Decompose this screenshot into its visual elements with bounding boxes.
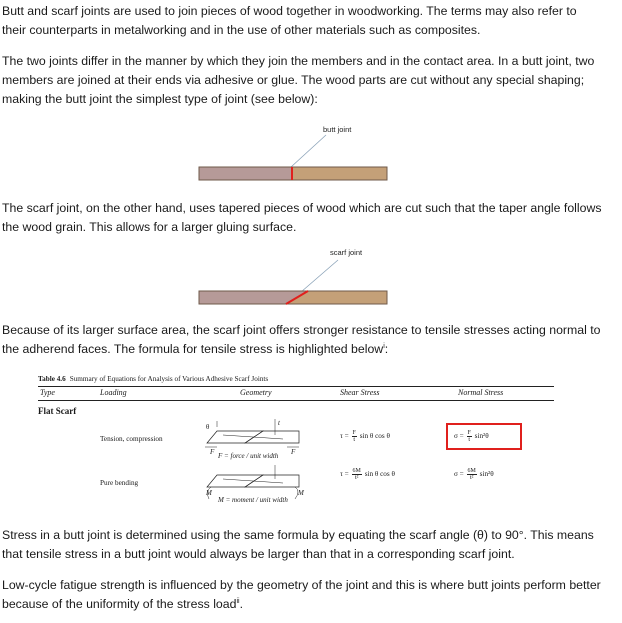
header-loading: Loading	[100, 388, 127, 397]
paragraph-tensile-end: :	[384, 342, 389, 356]
bending-geometry-caption: M = moment / unit width	[218, 496, 288, 504]
tension-normal-formula: σ = $\frac{F}{t}$ sin²θ	[454, 430, 489, 443]
table-number: Table 4.6	[38, 375, 66, 383]
bending-m-left: M	[206, 489, 212, 497]
row-tension-loading: Tension, compression	[100, 435, 163, 443]
section-flat-scarf: Flat Scarf	[38, 406, 77, 416]
paragraph-tensile-text: Because of its larger surface area, the scarf joint offers stronger resistance to tensile stresses acting normal to the adherend faces. The formula for tensile stress is highlighted below	[2, 323, 601, 356]
butt-joint-diagram	[198, 125, 388, 185]
header-type: Type	[40, 388, 55, 397]
bending-m-right: M	[298, 489, 304, 497]
table-header-rule	[38, 400, 554, 401]
paragraph-intro: Butt and scarf joints are used to join pieces of wood together in woodworking. The terms may also refer to their counterparts in metalworking and in the use of other materials such as composites.	[2, 4, 577, 37]
scarf-joint-label: scarf joint	[330, 248, 363, 257]
table-caption	[38, 375, 268, 383]
bending-normal-formula: σ = $\frac{6M}{\text{t²}}$ sin²θ	[454, 468, 494, 481]
tension-theta-label: θ	[206, 423, 210, 431]
row-bending-loading: Pure bending	[100, 479, 139, 487]
endnote-ref-ii[interactable]: ii	[236, 597, 240, 605]
tension-geometry-caption: F = force / unit width	[218, 452, 279, 460]
tension-shear-formula: τ = $\frac{F}{t}$ sin θ cos θ	[340, 430, 390, 443]
tension-f-left: F	[210, 448, 215, 456]
equation-table	[38, 375, 554, 511]
scarf-joint-figure	[198, 248, 388, 308]
paragraph-tensile	[2, 321, 602, 359]
tension-t-label: t	[278, 419, 280, 427]
table-top-rule	[38, 386, 554, 387]
paragraph-fatigue-end: .	[239, 597, 243, 611]
paragraph-fatigue-text: Low-cycle fatigue strength is influenced by the geometry of the joint and this is where butt joints perform better because of the uniformity of the stress load	[2, 578, 601, 611]
butt-left-member	[199, 167, 292, 180]
paragraph-scarf-joint: The scarf joint, on the other hand, uses tapered pieces of wood which are cut such that the taper angle follows the wood grain. This allows for a larger gluing surface.	[2, 201, 602, 234]
paragraph-butt-stress: Stress in a butt joint is determined using the same formula by equating the scarf angle (θ) to 90°. This means that tensile stress in a butt joint would always be larger than that in a corresponding scarf joint.	[2, 528, 594, 561]
endnote-ref-i[interactable]: i	[383, 342, 385, 350]
header-geometry: Geometry	[240, 388, 272, 397]
butt-joint-label: butt joint	[323, 125, 352, 134]
paragraph-butt-joint: The two joints differ in the manner by which they join the members and in the contact area. In a butt joint, two members are joined at their ends via adhesive or glue. The wood parts are cut without any special shaping; making the butt joint the simplest type of joint (see below):	[2, 54, 595, 106]
scarf-joint-diagram	[198, 248, 388, 308]
scarf-leader-line	[301, 260, 338, 292]
paragraph-fatigue	[2, 576, 602, 614]
header-normal-stress: Normal Stress	[458, 388, 504, 397]
tension-f-right: F	[291, 448, 296, 456]
table-title: Summary of Equations for Analysis of Various Adhesive Scarf Joints	[69, 375, 269, 383]
butt-joint-figure	[198, 125, 388, 185]
header-shear-stress: Shear Stress	[340, 388, 380, 397]
butt-leader-line	[291, 135, 326, 167]
butt-right-member	[292, 167, 387, 180]
bending-shear-formula: τ = $\frac{6M}{\text{t²}}$ sin θ cos θ	[340, 468, 395, 481]
